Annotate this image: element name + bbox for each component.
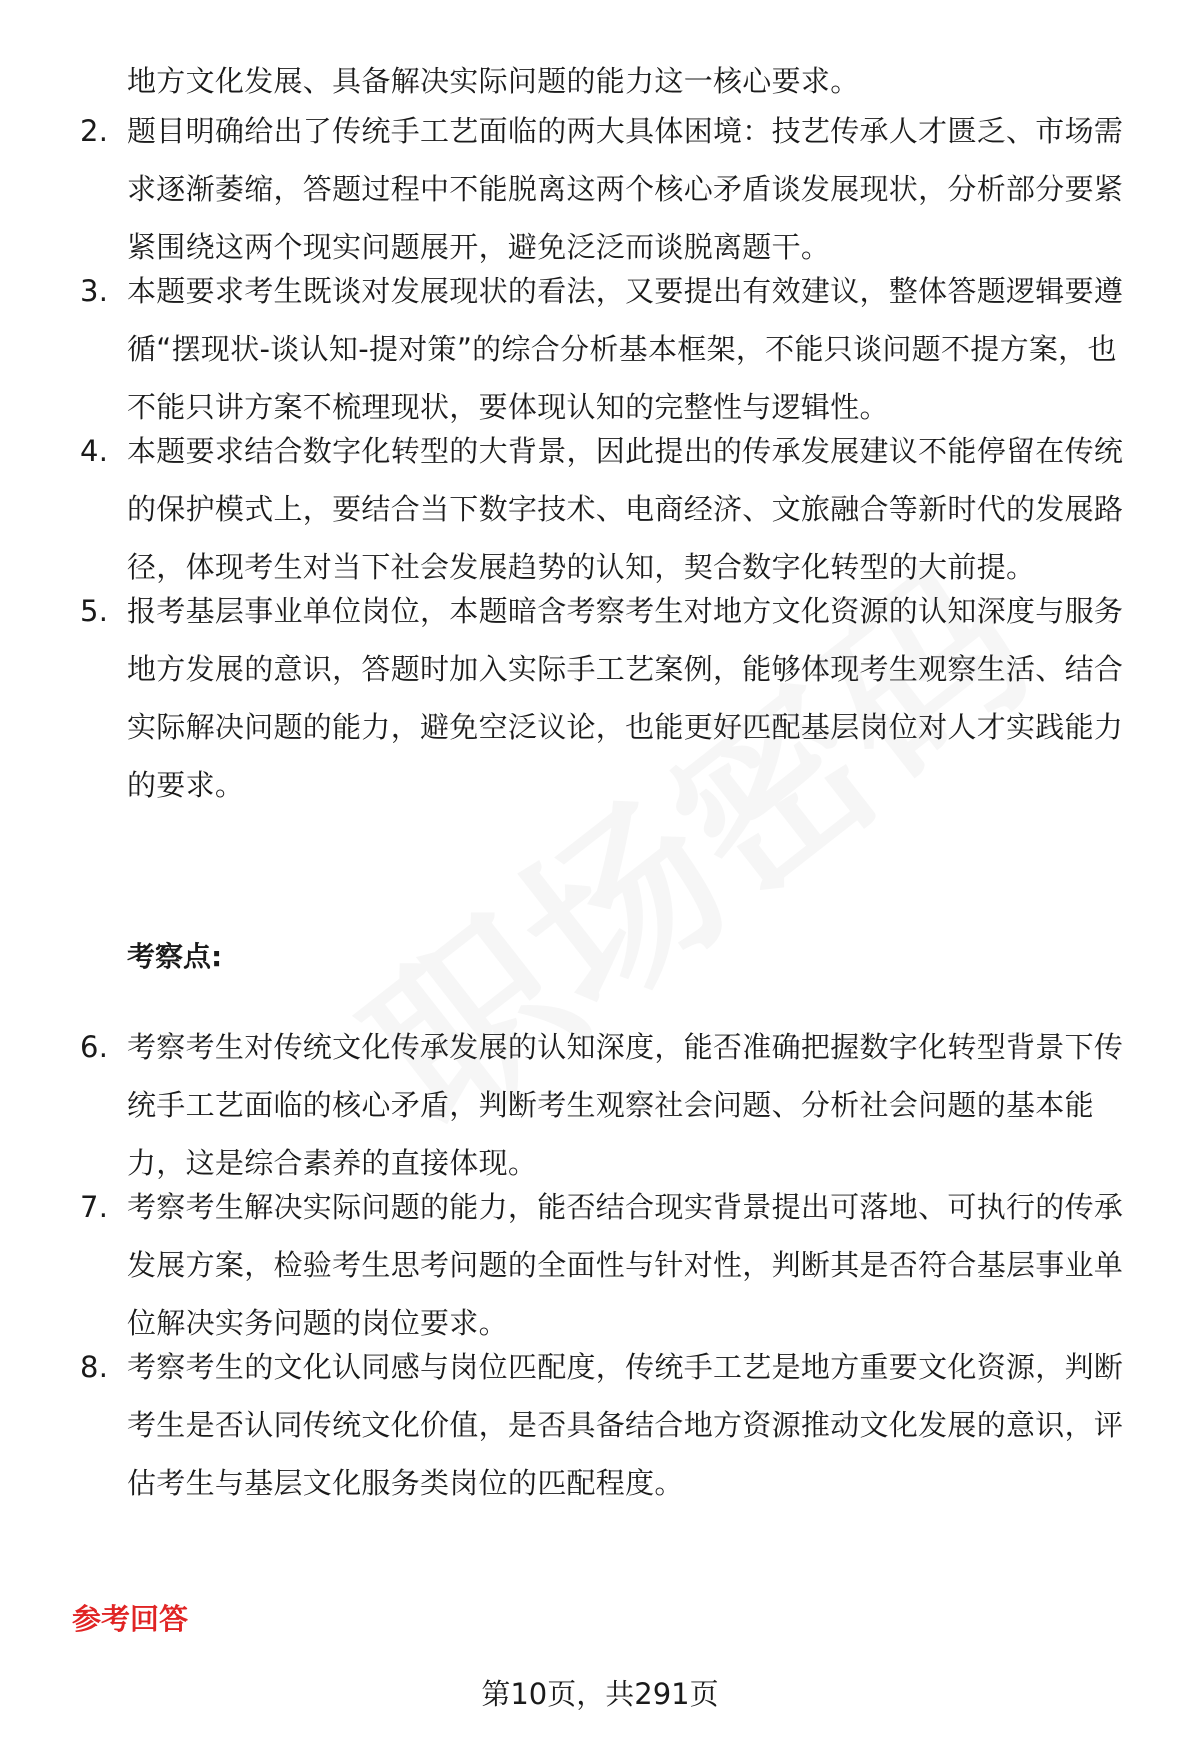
list-item-text: 报考基层事业单位岗位，本题暗含考察考生对地方文化资源的认知深度与服务地方发展的意识，答题时加入实际手工艺案例，能够体现考生观察生活、结合实际解决问题的能力，避免空泛议论，也能更好匹配基层岗位对人才实践能力的要求。 — [127, 594, 1124, 802]
list-item-text: 考察考生的文化认同感与岗位匹配度，传统手工艺是地方重要文化资源，判断考生是否认同传统文化价值，是否具备结合地方资源推动文化发展的意识，评估考生与基层文化服务类岗位的匹配程度。 — [127, 1350, 1124, 1500]
list-item-number: 6. — [80, 1030, 109, 1064]
list-item-number: 4. — [80, 434, 109, 468]
continuation-text: 地方文化发展、具备解决实际问题的能力这一核心要求。 — [127, 64, 860, 98]
answer-heading: 参考回答 — [72, 1602, 189, 1636]
list-item-text: 题目明确给出了传统手工艺面临的两大具体困境：技艺传承人才匮乏、市场需求逐渐萎缩，答题过程中不能脱离这两个核心矛盾谈发展现状，分析部分要紧紧围绕这两个现实问题展开，避免泛泛而谈脱离题干。 — [127, 114, 1124, 264]
list-item-text: 考察考生对传统文化传承发展的认知深度，能否准确把握数字化转型背景下传统手工艺面临的核心矛盾，判断考生观察社会问题、分析社会问题的基本能力，这是综合素养的直接体现。 — [127, 1030, 1124, 1180]
list-item-text: 考察考生解决实际问题的能力，能否结合现实背景提出可落地、可执行的传承发展方案，检验考生思考问题的全面性与针对性，判断其是否符合基层事业单位解决实务问题的岗位要求。 — [127, 1190, 1124, 1340]
list-item-text: 本题要求结合数字化转型的大背景，因此提出的传承发展建议不能停留在传统的保护模式上，要结合当下数字技术、电商经济、文旅融合等新时代的发展路径，体现考生对当下社会发展趋势的认知，契合数字化转型的大前提。 — [127, 434, 1124, 584]
page-footer: 第10页，共291页 — [481, 1677, 719, 1711]
section-heading: 考察点: — [127, 940, 223, 973]
list-item-number: 2. — [80, 114, 109, 148]
list-item-number: 3. — [80, 274, 109, 308]
list-item-number: 8. — [80, 1350, 109, 1384]
list-item-number: 5. — [80, 594, 109, 628]
list-item-text: 本题要求考生既谈对发展现状的看法，又要提出有效建议，整体答题逻辑要遵循“摆现状-谈认知-提对策”的综合分析基本框架，不能只谈问题不提方案，也不能只讲方案不梳理现状，要体现认知的完整性与逻辑性。 — [127, 274, 1124, 424]
list-item-number: 7. — [80, 1190, 109, 1224]
